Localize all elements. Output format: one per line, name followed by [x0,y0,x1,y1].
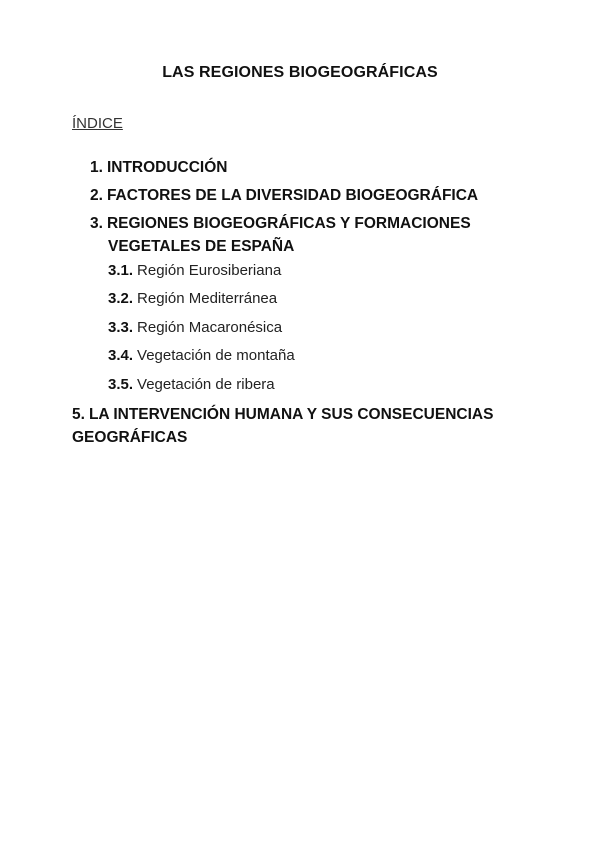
toc-item-label: INTRODUCCIÓN [106,159,228,176]
toc-subitem-number: 3.2. [108,290,134,307]
index-heading: ÍNDICE [72,115,123,132]
toc-item-number: 2. [90,187,103,204]
toc-subitem-label: Región Mediterránea [137,290,278,307]
toc-item-number: 5. [72,406,85,423]
toc-item-intervencion [72,403,493,426]
toc-item-label-line2: GEOGRÁFICAS [72,429,188,446]
toc-subitem-eurosiberiana [108,261,281,281]
toc-subitem-label: Vegetación de ribera [137,376,275,393]
toc-subitem-number: 3.1. [108,262,134,279]
toc-subitem-label: Región Eurosiberiana [137,262,282,279]
toc-subitem-ribera [108,375,275,395]
toc-subitem-montana [108,346,295,366]
toc-item-number: 3. [90,215,103,232]
toc-subitem-number: 3.4. [108,347,134,364]
toc-subitem-number: 3.5. [108,376,134,393]
toc-subitem-label: Región Macaronésica [137,319,283,336]
document-title: LAS REGIONES BIOGEOGRÁFICAS [162,64,438,81]
toc-subitem-macaronesica [108,318,282,338]
toc-item-factores [90,184,478,207]
toc-item-intervencion-continued [72,426,187,449]
toc-subitem-label: Vegetación de montaña [137,347,295,364]
toc-item-label-line1: REGIONES BIOGEOGRÁFICAS Y FORMACIONES [106,215,471,232]
toc-item-label-line2: VEGETALES DE ESPAÑA [108,238,295,255]
toc-item-regiones-continued [108,235,294,258]
toc-item-label: FACTORES DE LA DIVERSIDAD BIOGEOGRÁFICA [106,187,479,204]
toc-item-label-line1: LA INTERVENCIÓN HUMANA Y SUS CONSECUENCIAS [88,406,494,423]
toc-item-introduccion [90,156,228,179]
toc-subitem-number: 3.3. [108,319,134,336]
toc-subitem-mediterranea [108,289,277,309]
toc-item-number: 1. [90,159,103,176]
toc-item-regiones [90,212,471,235]
